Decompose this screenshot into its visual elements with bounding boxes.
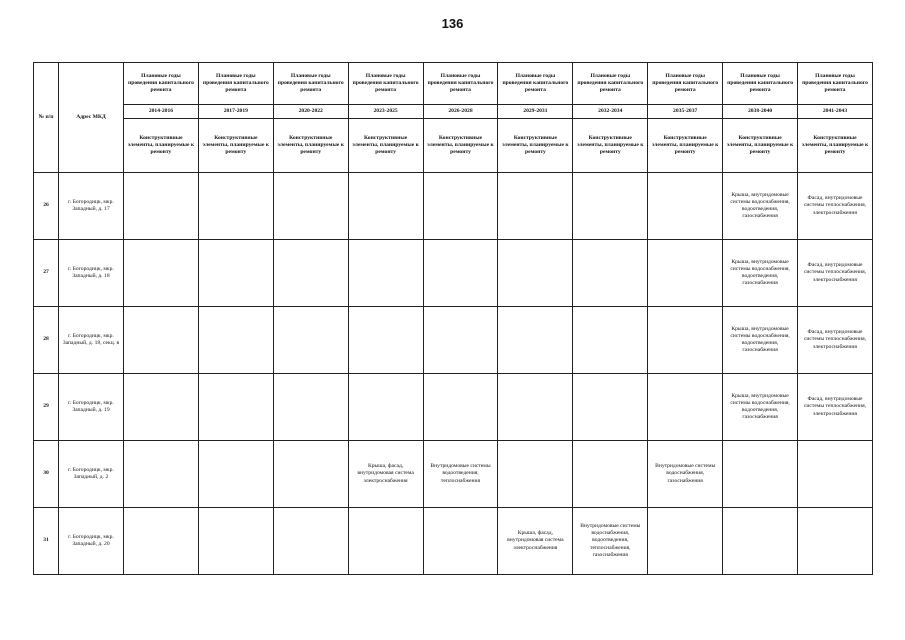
work-cell bbox=[648, 173, 723, 240]
work-cell bbox=[798, 508, 873, 575]
work-cell: Внутридомовые системы водоснабжения, водоотведения, теплоснабжения, газоснабжения bbox=[573, 508, 648, 575]
header-elements: Конструктивные элементы, планируемые к ремонту bbox=[798, 119, 873, 173]
work-cell bbox=[498, 173, 573, 240]
header-elements: Конструктивные элементы, планируемые к ремонту bbox=[348, 119, 423, 173]
header-period: 2035-2037 bbox=[648, 105, 723, 119]
row-number: 29 bbox=[34, 374, 59, 441]
table-row bbox=[34, 307, 873, 374]
work-cell bbox=[198, 508, 273, 575]
table-body bbox=[34, 173, 873, 575]
header-planned-years: Плановые годы проведения капитального ремонта bbox=[124, 63, 199, 105]
work-cell bbox=[423, 173, 498, 240]
row-address: г. Богородицк, мкр. Западный, д. 19 bbox=[59, 374, 124, 441]
work-cell bbox=[273, 240, 348, 307]
work-cell bbox=[573, 173, 648, 240]
row-address: г. Богородицк, мкр. Западный, д. 20 bbox=[59, 508, 124, 575]
work-cell bbox=[124, 508, 199, 575]
work-cell bbox=[648, 240, 723, 307]
work-cell bbox=[423, 508, 498, 575]
work-cell bbox=[273, 508, 348, 575]
work-cell bbox=[124, 441, 199, 508]
work-cell bbox=[273, 307, 348, 374]
row-address: г. Богородицк, мкр. Западный, д. 18, секц. в bbox=[59, 307, 124, 374]
work-cell bbox=[498, 240, 573, 307]
header-planned-years: Плановые годы проведения капитального ремонта bbox=[273, 63, 348, 105]
table-header bbox=[34, 63, 873, 173]
work-cell: Фасад, внутридомовые системы теплоснабжения, электроснабжения bbox=[798, 240, 873, 307]
header-elements: Конструктивные элементы, планируемые к ремонту bbox=[723, 119, 798, 173]
work-cell bbox=[573, 441, 648, 508]
header-period: 2029-2031 bbox=[498, 105, 573, 119]
header-period: 2023-2025 bbox=[348, 105, 423, 119]
header-period: 2038-2040 bbox=[723, 105, 798, 119]
work-cell bbox=[198, 374, 273, 441]
work-cell bbox=[198, 441, 273, 508]
work-cell bbox=[124, 173, 199, 240]
work-cell bbox=[273, 441, 348, 508]
work-cell: Внутридомовые системы водоснабжения, газоснабжения bbox=[648, 441, 723, 508]
work-cell: Крыша, внутридомовые системы водоснабжения, водоотведения, газоснабжения bbox=[723, 374, 798, 441]
work-cell bbox=[348, 173, 423, 240]
header-elements: Конструктивные элементы, планируемые к ремонту bbox=[498, 119, 573, 173]
table-row bbox=[34, 374, 873, 441]
work-cell bbox=[423, 240, 498, 307]
row-address: г. Богородицк, мкр. Западный, д. 17 bbox=[59, 173, 124, 240]
work-cell: Крыша, внутридомовые системы водоснабжения, водоотведения, газоснабжения bbox=[723, 307, 798, 374]
work-cell bbox=[198, 307, 273, 374]
header-elements: Конструктивные элементы, планируемые к ремонту bbox=[198, 119, 273, 173]
work-cell: Крыша, фасад, внутридомовая система электроснабжения bbox=[498, 508, 573, 575]
work-cell bbox=[124, 374, 199, 441]
work-cell bbox=[573, 307, 648, 374]
work-cell bbox=[648, 307, 723, 374]
work-cell: Фасад, внутридомовые системы теплоснабжения, электроснабжения bbox=[798, 307, 873, 374]
header-planned-years: Плановые годы проведения капитального ремонта bbox=[348, 63, 423, 105]
header-period: 2020-2022 bbox=[273, 105, 348, 119]
work-cell bbox=[648, 508, 723, 575]
row-address: г. Богородицк, мкр. Западный, д. 2 bbox=[59, 441, 124, 508]
work-cell bbox=[498, 374, 573, 441]
work-cell bbox=[198, 240, 273, 307]
header-period: 2032-2034 bbox=[573, 105, 648, 119]
header-planned-years: Плановые годы проведения капитального ремонта bbox=[423, 63, 498, 105]
row-number: 26 bbox=[34, 173, 59, 240]
work-cell: Крыша, внутридомовые системы водоснабжения, водоотведения, газоснабжения bbox=[723, 240, 798, 307]
header-period: 2041-2043 bbox=[798, 105, 873, 119]
header-planned-years: Плановые годы проведения капитального ремонта bbox=[198, 63, 273, 105]
header-address: Адрес МКД bbox=[59, 63, 124, 173]
work-cell bbox=[124, 307, 199, 374]
header-period: 2026-2028 bbox=[423, 105, 498, 119]
work-cell bbox=[273, 173, 348, 240]
work-cell bbox=[723, 508, 798, 575]
header-planned-years: Плановые годы проведения капитального ремонта bbox=[723, 63, 798, 105]
work-cell bbox=[348, 374, 423, 441]
work-cell bbox=[423, 307, 498, 374]
work-cell: Внутридомовые системы водоотведения, теплоснабжения bbox=[423, 441, 498, 508]
header-period: 2014-2016 bbox=[124, 105, 199, 119]
header-planned-years: Плановые годы проведения капитального ремонта bbox=[573, 63, 648, 105]
work-cell bbox=[573, 374, 648, 441]
work-cell: Фасад, внутридомовые системы теплоснабжения, электроснабжения bbox=[798, 173, 873, 240]
page-number: 136 bbox=[441, 16, 464, 31]
table-row bbox=[34, 441, 873, 508]
row-number: 30 bbox=[34, 441, 59, 508]
work-cell: Крыша, внутридомовые системы водоснабжения, водоотведения, газоснабжения bbox=[723, 173, 798, 240]
header-period: 2017-2019 bbox=[198, 105, 273, 119]
work-cell bbox=[124, 240, 199, 307]
work-cell bbox=[573, 240, 648, 307]
work-cell bbox=[498, 441, 573, 508]
work-cell bbox=[198, 173, 273, 240]
header-planned-years: Плановые годы проведения капитального ремонта bbox=[798, 63, 873, 105]
header-number: № п/п bbox=[34, 63, 59, 173]
header-elements: Конструктивные элементы, планируемые к ремонту bbox=[423, 119, 498, 173]
capital-repair-schedule-table bbox=[33, 62, 873, 575]
work-cell bbox=[348, 307, 423, 374]
header-elements: Конструктивные элементы, планируемые к ремонту bbox=[573, 119, 648, 173]
header-elements: Конструктивные элементы, планируемые к ремонту bbox=[124, 119, 199, 173]
work-cell bbox=[648, 374, 723, 441]
table-row bbox=[34, 240, 873, 307]
row-number: 28 bbox=[34, 307, 59, 374]
work-cell: Фасад, внутридомовые системы теплоснабжения, электроснабжения bbox=[798, 374, 873, 441]
header-planned-years: Плановые годы проведения капитального ремонта bbox=[498, 63, 573, 105]
row-address: г. Богородицк, мкр. Западный, д. 18 bbox=[59, 240, 124, 307]
row-number: 31 bbox=[34, 508, 59, 575]
row-number: 27 bbox=[34, 240, 59, 307]
work-cell bbox=[273, 374, 348, 441]
header-elements: Конструктивные элементы, планируемые к ремонту bbox=[648, 119, 723, 173]
table-row bbox=[34, 173, 873, 240]
work-cell bbox=[423, 374, 498, 441]
header-planned-years: Плановые годы проведения капитального ремонта bbox=[648, 63, 723, 105]
table-row bbox=[34, 508, 873, 575]
work-cell bbox=[348, 240, 423, 307]
work-cell: Крыша, фасад, внутридомовая система электроснабжения bbox=[348, 441, 423, 508]
work-cell bbox=[723, 441, 798, 508]
header-elements: Конструктивные элементы, планируемые к ремонту bbox=[273, 119, 348, 173]
work-cell bbox=[498, 307, 573, 374]
work-cell bbox=[348, 508, 423, 575]
work-cell bbox=[798, 441, 873, 508]
